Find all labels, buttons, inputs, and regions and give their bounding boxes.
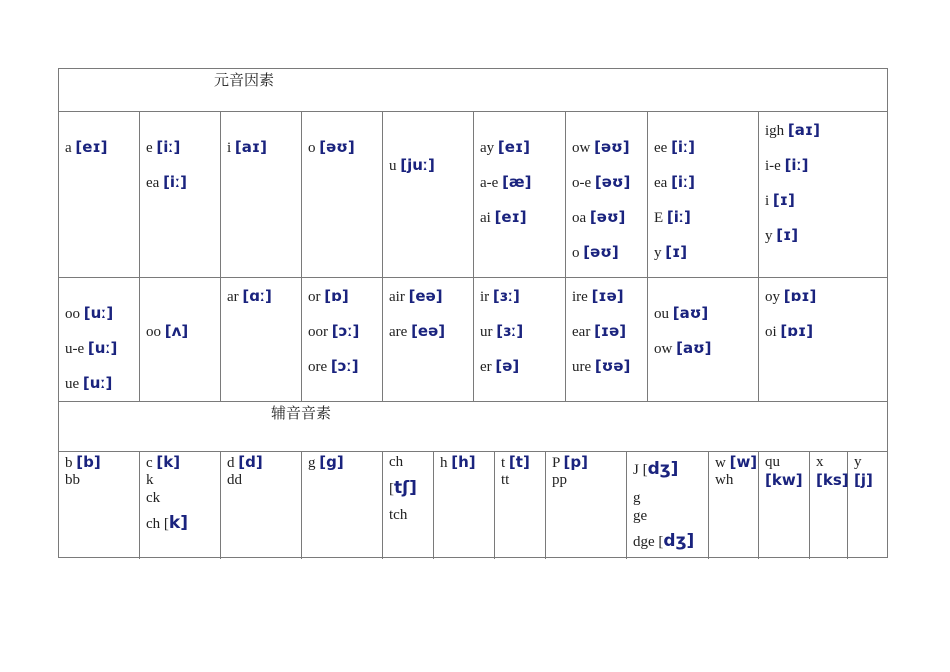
- consonants-cell: [140, 452, 221, 559]
- vowels-row-2: [59, 278, 887, 402]
- phoneme: [juː]: [400, 156, 435, 174]
- vowels-row1-cell: [302, 112, 383, 277]
- consonants-cell: [59, 452, 140, 559]
- grapheme-line: [65, 304, 113, 323]
- grapheme-line: [654, 304, 708, 323]
- grapheme: ue: [65, 376, 80, 392]
- consonants-cell: [383, 452, 434, 559]
- grapheme: i: [765, 193, 770, 209]
- grapheme-line: [146, 489, 160, 507]
- phoneme: [ʊə]: [594, 357, 631, 375]
- grapheme: ou: [654, 306, 669, 322]
- vowels-header-row: [59, 69, 887, 112]
- phoneme: [aʊ]: [676, 339, 712, 357]
- grapheme: y: [654, 245, 662, 261]
- grapheme: i: [227, 140, 232, 156]
- phoneme: [kw]: [765, 471, 803, 489]
- grapheme-line: [227, 138, 267, 157]
- grapheme: wh: [715, 472, 734, 488]
- grapheme-line: [65, 339, 117, 358]
- grapheme-line: [765, 121, 820, 140]
- grapheme: k: [146, 472, 154, 488]
- grapheme: ge: [633, 508, 648, 524]
- vowels-row-1: [59, 112, 887, 278]
- grapheme: ar: [227, 289, 239, 305]
- grapheme-line: [65, 138, 108, 157]
- grapheme: e: [146, 140, 153, 156]
- grapheme: ow: [654, 341, 673, 357]
- phoneme: k]: [168, 513, 188, 533]
- grapheme-line: [765, 322, 813, 341]
- phoneme: [aɪ]: [787, 121, 820, 139]
- consonants-cell: [302, 452, 383, 559]
- phoneme: [t]: [508, 453, 530, 471]
- phoneme: [uː]: [83, 304, 114, 322]
- consonants-cell: [434, 452, 495, 559]
- grapheme-line: [572, 173, 630, 192]
- vowels-row2-cell: [383, 278, 474, 401]
- vowels-row2-cell: [302, 278, 383, 401]
- grapheme: ure: [572, 359, 592, 375]
- grapheme-line: [65, 374, 112, 393]
- grapheme-line: [715, 453, 757, 472]
- grapheme-line: [765, 453, 780, 471]
- grapheme: qu: [765, 454, 780, 470]
- grapheme-line: [440, 453, 476, 472]
- grapheme-line: [572, 208, 625, 227]
- phoneme: [ʌ]: [164, 322, 189, 340]
- vowels-row2-cell: [221, 278, 302, 401]
- phoneme: [iː]: [666, 208, 691, 226]
- vowels-row1-cell: [59, 112, 140, 277]
- grapheme-line: [65, 453, 101, 472]
- grapheme-line: [146, 138, 180, 157]
- grapheme: P: [552, 455, 560, 471]
- grapheme: [: [389, 481, 394, 497]
- vowels-row2-cell: [59, 278, 140, 401]
- grapheme-line: [633, 507, 647, 525]
- phoneme: [g]: [319, 453, 344, 471]
- consonants-cell: [221, 452, 302, 559]
- phoneme: [eə]: [411, 322, 446, 340]
- grapheme: d: [227, 455, 235, 471]
- grapheme-line: [308, 287, 349, 306]
- grapheme-line: [480, 173, 532, 192]
- phoneme: [eɪ]: [497, 138, 530, 156]
- grapheme-line: [480, 208, 527, 227]
- phoneme: [aɪ]: [234, 138, 267, 156]
- grapheme-line: [854, 471, 873, 490]
- phoneme: [uː]: [87, 339, 118, 357]
- grapheme-line: [765, 191, 795, 210]
- consonants-cell: [709, 452, 759, 559]
- grapheme-line: [854, 453, 862, 471]
- grapheme: ea: [654, 175, 668, 191]
- phoneme: [d]: [238, 453, 263, 471]
- grapheme-line: [572, 357, 630, 376]
- grapheme: tt: [501, 472, 510, 488]
- grapheme-line: [816, 471, 849, 490]
- grapheme-line: [715, 471, 733, 489]
- grapheme: c: [146, 455, 153, 471]
- grapheme: w: [715, 455, 726, 471]
- phoneme: [b]: [76, 453, 101, 471]
- grapheme-line: [654, 243, 687, 262]
- grapheme: pp: [552, 472, 567, 488]
- grapheme-line: [765, 226, 798, 245]
- grapheme-line: [654, 173, 695, 192]
- grapheme-line: [552, 471, 567, 489]
- grapheme-line: [480, 357, 519, 376]
- grapheme: oor: [308, 324, 328, 340]
- grapheme-line: [389, 156, 435, 175]
- grapheme-line: [633, 532, 694, 551]
- grapheme: ow: [572, 140, 591, 156]
- phoneme: [ɒ]: [324, 287, 349, 305]
- grapheme: ee: [654, 140, 668, 156]
- vowels-row1-cell: [759, 112, 889, 277]
- grapheme: a: [65, 140, 72, 156]
- phoneme: [eə]: [408, 287, 443, 305]
- consonants-cell: [848, 452, 889, 559]
- phoneme: [ɪ]: [772, 191, 795, 209]
- phoneme: [p]: [563, 453, 588, 471]
- grapheme: u-e: [65, 341, 85, 357]
- grapheme-line: [389, 506, 407, 524]
- grapheme-line: [633, 460, 678, 479]
- phoneme: [ɑː]: [242, 287, 272, 305]
- grapheme-line: [654, 339, 712, 358]
- grapheme-line: [765, 287, 816, 306]
- phoneme: [ɪə]: [591, 287, 624, 305]
- grapheme-line: [308, 357, 359, 376]
- grapheme: bb: [65, 472, 80, 488]
- grapheme-line: [480, 138, 530, 157]
- phoneme: [əʊ]: [319, 138, 355, 156]
- grapheme: ch [: [146, 516, 169, 532]
- grapheme: ire: [572, 289, 588, 305]
- grapheme: ay: [480, 140, 495, 156]
- phoneme: [h]: [451, 453, 476, 471]
- phoneme: [ɔː]: [331, 322, 360, 340]
- vowels-row1-cell: [566, 112, 648, 277]
- grapheme-line: [389, 287, 443, 306]
- grapheme-line: [389, 479, 417, 498]
- grapheme: x: [816, 454, 824, 470]
- grapheme: ea: [146, 175, 160, 191]
- grapheme-line: [654, 138, 695, 157]
- consonants-cell: [627, 452, 709, 559]
- grapheme-line: [146, 173, 187, 192]
- phoneme: [ɪə]: [594, 322, 627, 340]
- vowels-row2-cell: [566, 278, 648, 401]
- phoneme: [uː]: [82, 374, 113, 392]
- grapheme: ch: [389, 454, 404, 470]
- vowels-row2-cell: [474, 278, 566, 401]
- grapheme-line: [654, 208, 691, 227]
- phoneme: [iː]: [671, 138, 695, 156]
- grapheme: oi: [765, 324, 777, 340]
- grapheme: o-e: [572, 175, 592, 191]
- phoneme: [əʊ]: [583, 243, 619, 261]
- grapheme-line: [146, 471, 154, 489]
- grapheme: a-e: [480, 175, 499, 191]
- phoneme: [w]: [729, 453, 758, 471]
- phoneme: [k]: [156, 453, 181, 471]
- grapheme-line: [146, 514, 188, 533]
- phoneme: [j]: [854, 471, 873, 489]
- grapheme-line: [572, 243, 619, 262]
- vowels-title: 元音因素: [214, 73, 275, 89]
- grapheme-line: [480, 322, 523, 341]
- phoneme: dʒ]: [663, 531, 695, 551]
- consonants-cell: [759, 452, 810, 559]
- grapheme-line: [765, 156, 808, 175]
- grapheme-line: [227, 453, 263, 472]
- grapheme-line: [816, 453, 824, 471]
- phoneme: [ɜː]: [492, 287, 520, 305]
- phoneme: [iː]: [163, 173, 187, 191]
- grapheme: ir: [480, 289, 490, 305]
- phoneme: [ɒɪ]: [783, 287, 817, 305]
- grapheme-line: [765, 471, 803, 490]
- phoneme: [ɒɪ]: [780, 322, 814, 340]
- grapheme-line: [308, 453, 344, 472]
- phonics-table: [58, 68, 888, 558]
- consonants-header-row: [59, 402, 887, 452]
- phoneme: [əʊ]: [594, 138, 630, 156]
- grapheme: o: [572, 245, 580, 261]
- grapheme: air: [389, 289, 405, 305]
- phoneme: [iː]: [671, 173, 695, 191]
- grapheme-line: [146, 322, 188, 341]
- grapheme: ear: [572, 324, 591, 340]
- vowels-row2-cell: [759, 278, 889, 401]
- grapheme-line: [227, 287, 272, 306]
- vowels-row2-cell: [140, 278, 221, 401]
- grapheme: igh: [765, 123, 785, 139]
- grapheme-line: [227, 471, 242, 489]
- grapheme: oo: [65, 306, 80, 322]
- grapheme-line: [389, 453, 403, 471]
- grapheme-line: [389, 322, 445, 341]
- phoneme: [əʊ]: [594, 173, 631, 191]
- grapheme-line: [501, 471, 509, 489]
- phoneme: [ɜː]: [496, 322, 524, 340]
- phoneme: [æ]: [502, 173, 532, 191]
- grapheme-line: [572, 138, 630, 157]
- phoneme: [aʊ]: [672, 304, 709, 322]
- grapheme: J [: [633, 462, 648, 478]
- grapheme: u: [389, 158, 397, 174]
- grapheme: oo: [146, 324, 161, 340]
- phoneme: [əʊ]: [589, 208, 626, 226]
- grapheme: are: [389, 324, 408, 340]
- phoneme: tʃ]: [394, 478, 417, 498]
- consonants-cell: [495, 452, 546, 559]
- grapheme-line: [501, 453, 530, 472]
- phoneme: [ɪ]: [665, 243, 688, 261]
- phoneme: [eɪ]: [75, 138, 108, 156]
- grapheme: ck: [146, 490, 161, 506]
- grapheme: g: [308, 455, 316, 471]
- vowels-row1-cell: [140, 112, 221, 277]
- vowels-row1-cell: [648, 112, 759, 277]
- phoneme: dʒ]: [647, 459, 679, 479]
- grapheme: h: [440, 455, 448, 471]
- grapheme: E: [654, 210, 664, 226]
- grapheme: y: [854, 454, 862, 470]
- phoneme: [ə]: [495, 357, 520, 375]
- grapheme-line: [65, 471, 80, 489]
- consonants-row: [59, 452, 887, 559]
- vowels-row2-cell: [648, 278, 759, 401]
- grapheme-line: [308, 322, 359, 341]
- grapheme: ai: [480, 210, 491, 226]
- phoneme: [ɔː]: [330, 357, 359, 375]
- vowels-row1-cell: [474, 112, 566, 277]
- grapheme-line: [308, 138, 355, 157]
- phoneme: [iː]: [156, 138, 181, 156]
- grapheme-line: [572, 322, 626, 341]
- grapheme: ur: [480, 324, 493, 340]
- grapheme: t: [501, 455, 506, 471]
- phoneme: [ɪ]: [776, 226, 799, 244]
- consonants-cell: [546, 452, 627, 559]
- grapheme-line: [480, 287, 520, 306]
- grapheme-line: [146, 453, 180, 472]
- grapheme: dge [: [633, 534, 664, 550]
- grapheme: b: [65, 455, 73, 471]
- grapheme: ore: [308, 359, 328, 375]
- phoneme: [ks]: [816, 471, 849, 489]
- grapheme-line: [572, 287, 624, 306]
- vowels-row1-cell: [221, 112, 302, 277]
- vowels-row1-cell: [383, 112, 474, 277]
- grapheme: i-e: [765, 158, 781, 174]
- grapheme: dd: [227, 472, 242, 488]
- grapheme: or: [308, 289, 321, 305]
- grapheme: o: [308, 140, 316, 156]
- grapheme: oy: [765, 289, 780, 305]
- phoneme: [eɪ]: [494, 208, 527, 226]
- grapheme-line: [552, 453, 588, 472]
- grapheme: y: [765, 228, 773, 244]
- grapheme-line: [633, 489, 641, 507]
- phoneme: [iː]: [784, 156, 809, 174]
- grapheme: er: [480, 359, 492, 375]
- consonants-title: 辅音音素: [271, 406, 332, 422]
- grapheme: g: [633, 490, 641, 506]
- grapheme: oa: [572, 210, 587, 226]
- grapheme: tch: [389, 507, 408, 523]
- consonants-cell: [810, 452, 848, 559]
